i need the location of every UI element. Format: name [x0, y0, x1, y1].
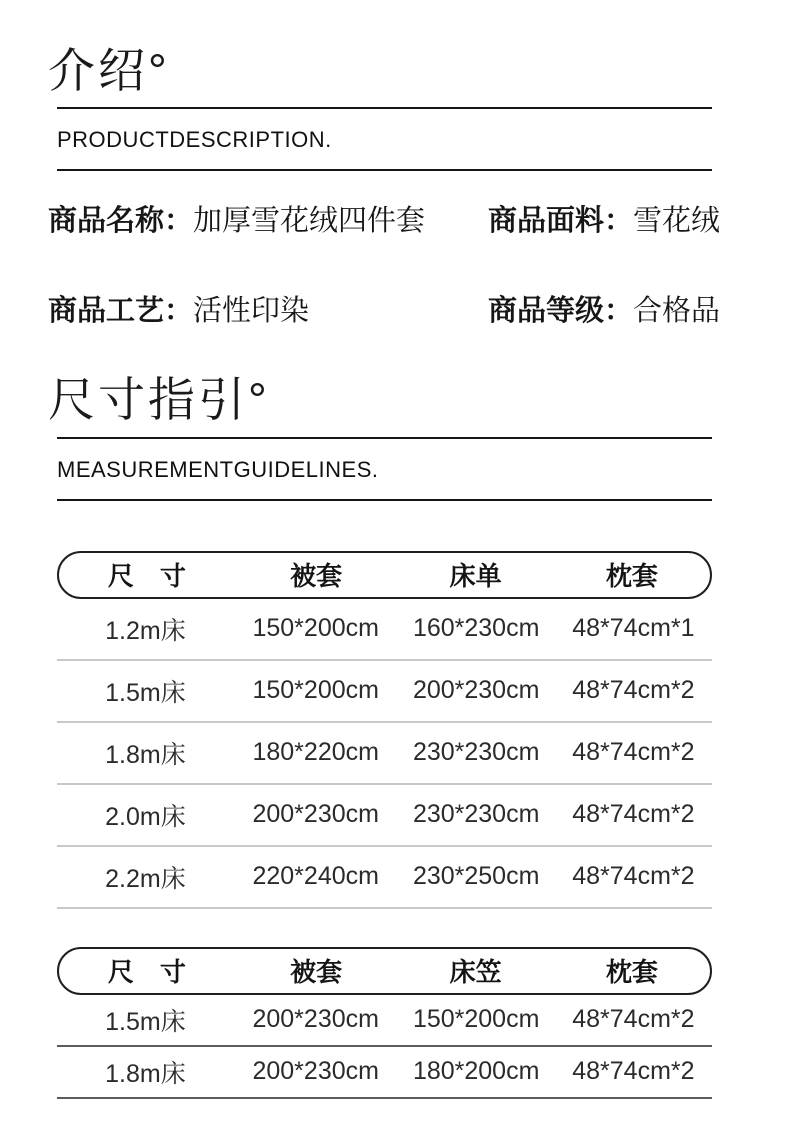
intro-subheading: PRODUCTDESCRIPTION. [57, 127, 332, 153]
attr-value: 加厚雪花绒四件套 [193, 205, 426, 238]
table-cell: 200*230cm [252, 1005, 379, 1034]
table-row [57, 723, 712, 785]
size-guide-section [48, 371, 712, 500]
table-cell: 200*230cm [252, 1057, 379, 1086]
attr-label: 商品等级： [488, 295, 634, 328]
degree-mark: ° [248, 373, 270, 427]
table-row [57, 785, 712, 847]
table-cell: 230*230cm [412, 800, 540, 829]
intro-heading [48, 42, 712, 99]
table-cell: 150*200cm [412, 1005, 540, 1034]
divider-line [57, 437, 712, 439]
column-header: 床单 [449, 561, 502, 592]
table-cell: 180*220cm [252, 738, 379, 767]
table-cell: 150*200cm [252, 676, 379, 705]
attr-product-craft [48, 297, 488, 326]
size-guide-heading [48, 371, 712, 428]
table-cell: 48*74cm*2 [572, 800, 695, 829]
intro-section [48, 42, 712, 171]
size-guide-subheading: MEASUREMENTGUIDELINES. [57, 456, 379, 482]
table-cell: 160*230cm [412, 614, 540, 643]
degree-mark: ° [148, 44, 170, 97]
table-cell: 1.5m床 [105, 678, 186, 707]
table-cell: 1.5m床 [105, 1007, 186, 1036]
table-row [57, 847, 712, 909]
table-cell: 200*230cm [252, 800, 379, 829]
divider-line [57, 107, 712, 109]
table-cell: 180*200cm [412, 1057, 540, 1086]
attr-product-grade [488, 297, 720, 326]
table-cell: 48*74cm*1 [572, 614, 695, 643]
table-cell: 48*74cm*2 [572, 738, 695, 767]
column-header: 枕套 [605, 561, 658, 592]
attr-label: 商品工艺： [48, 295, 194, 328]
table-cell: 1.8m床 [105, 1059, 186, 1088]
table-cell: 48*74cm*2 [572, 1057, 695, 1086]
table-cell: 48*74cm*2 [572, 676, 695, 705]
table-row [57, 599, 712, 661]
table-cell: 48*74cm*2 [572, 1005, 695, 1034]
column-header: 床笠 [449, 957, 502, 988]
attr-label: 商品面料： [488, 205, 634, 238]
attr-label: 商品名称： [48, 205, 194, 238]
table-row [57, 1047, 712, 1099]
table-header-pill [57, 947, 712, 995]
table-cell: 48*74cm*2 [572, 862, 695, 891]
divider-line [57, 169, 712, 171]
attr-product-fabric [488, 207, 720, 236]
column-header: 被套 [290, 561, 343, 592]
fitted-sheet-set-size-table [57, 947, 712, 1099]
table-cell: 230*250cm [412, 862, 540, 891]
intro-heading-text: 介绍 [48, 44, 148, 97]
sheet-set-size-table [57, 551, 712, 909]
table-cell: 1.8m床 [105, 740, 186, 769]
table-cell: 2.2m床 [105, 864, 186, 893]
attr-value: 雪花绒 [633, 205, 721, 238]
column-header: 枕套 [605, 957, 658, 988]
table-cell: 220*240cm [252, 862, 379, 891]
table-cell: 1.2m床 [105, 616, 186, 645]
column-header: 被套 [290, 957, 343, 988]
table-row [57, 995, 712, 1047]
table-cell: 150*200cm [252, 614, 379, 643]
table-cell: 200*230cm [412, 676, 540, 705]
table-cell: 2.0m床 [105, 802, 186, 831]
column-header: 尺 寸 [107, 957, 186, 988]
attr-value: 活性印染 [193, 295, 310, 328]
divider-line [57, 499, 712, 501]
table-cell: 230*230cm [412, 738, 540, 767]
table-header-pill [57, 551, 712, 599]
attr-product-name [48, 207, 488, 236]
table-row [57, 661, 712, 723]
product-attributes [48, 205, 721, 328]
column-header: 尺 寸 [107, 561, 186, 592]
attr-value: 合格品 [633, 295, 721, 328]
size-guide-heading-text: 尺寸指引 [48, 373, 248, 427]
